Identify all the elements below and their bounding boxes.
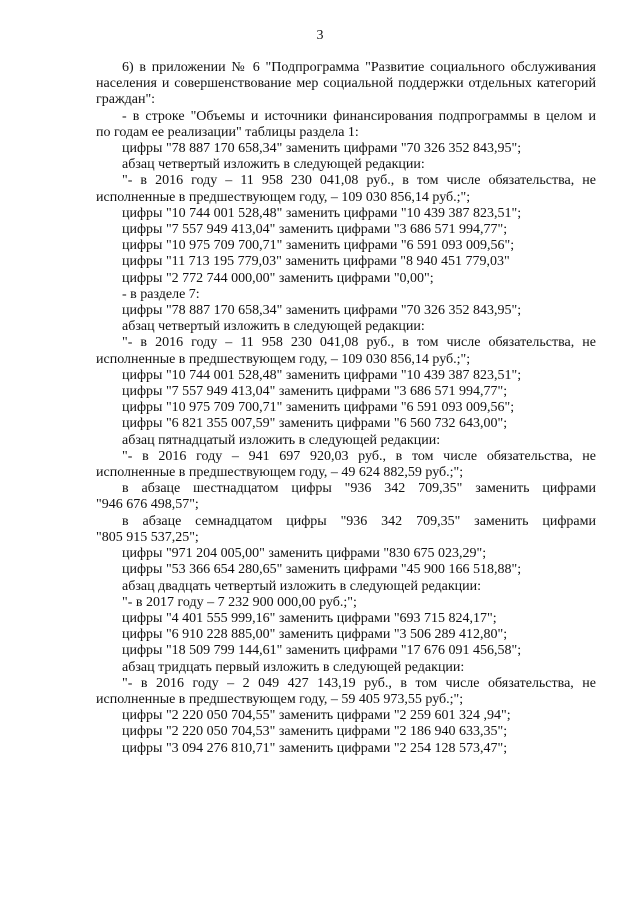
text-line: в абзаце семнадцатом цифры "936 342 709,35" заменить цифрами <box>122 513 596 529</box>
page-number: 3 <box>316 28 324 43</box>
text-line: цифры "10 744 001 528,48" заменить цифрами "10 439 387 823,51"; <box>122 367 522 383</box>
text-line: "- в 2017 году – 7 232 900 000,00 руб.;"; <box>122 594 357 610</box>
text-line: абзац четвертый изложить в следующей редакции: <box>122 157 425 173</box>
text-line: абзац двадцать четвертый изложить в следующей редакции: <box>122 578 482 594</box>
text-line: абзац четвертый изложить в следующей редакции: <box>122 319 425 335</box>
text-line: абзац пятнадцатый изложить в следующей редакции: <box>122 432 441 448</box>
text-line: - в строке "Объемы и источники финансирования подпрограммы в целом и <box>122 108 596 124</box>
text-line: исполненные в предшествующем году, – 59 405 973,55 руб.;"; <box>96 691 464 707</box>
text-line: цифры "10 744 001 528,48" заменить цифрами "10 439 387 823,51"; <box>122 205 522 221</box>
text-line: - в разделе 7: <box>122 286 200 302</box>
text-line: цифры "78 887 170 658,34" заменить цифрами "70 326 352 843,95"; <box>122 303 522 319</box>
text-line: по годам ее реализации" таблицы раздела 1: <box>96 124 359 140</box>
text-line: цифры "10 975 709 700,71" заменить цифрами "6 591 093 009,56"; <box>122 238 515 254</box>
text-line: цифры "18 509 799 144,61" заменить цифрами "17 676 091 456,58"; <box>122 643 522 659</box>
text-line: "- в 2016 году – 941 697 920,03 руб., в том числе обязательства, не <box>122 448 596 464</box>
text-line: абзац тридцать первый изложить в следующей редакции: <box>122 659 465 675</box>
text-line: "- в 2016 году – 11 958 230 041,08 руб., в том числе обязательства, не <box>122 335 596 351</box>
text-line: цифры "2 772 744 000,00" заменить цифрами "0,00"; <box>122 270 434 286</box>
text-line: цифры "7 557 949 413,04" заменить цифрами "3 686 571 994,77"; <box>122 384 508 400</box>
text-line: исполненные в предшествующем году, – 109 030 856,14 руб.;"; <box>96 351 471 367</box>
text-line: цифры "10 975 709 700,71" заменить цифрами "6 591 093 009,56"; <box>122 400 515 416</box>
text-line: цифры "53 366 654 280,65" заменить цифрами "45 900 166 518,88"; <box>122 562 522 578</box>
text-line: "946 676 498,57"; <box>96 497 199 513</box>
text-line: 6) в приложении № 6 "Подпрограмма "Развитие социального обслуживания <box>122 60 596 75</box>
document-body <box>96 60 596 757</box>
text-line: в абзаце шестнадцатом цифры "936 342 709,35" заменить цифрами <box>122 481 596 497</box>
text-line: цифры "3 094 276 810,71" заменить цифрами "2 254 128 573,47"; <box>122 740 508 756</box>
text-line: цифры "2 220 050 704,53" заменить цифрами "2 186 940 633,35"; <box>122 724 508 740</box>
text-line: граждан": <box>96 92 156 108</box>
text-line: "- в 2016 году – 11 958 230 041,08 руб., в том числе обязательства, не <box>122 173 596 189</box>
text-line: цифры "11 713 195 779,03" заменить цифрами "8 940 451 779,03" <box>122 254 510 270</box>
text-line: цифры "4 401 555 999,16" заменить цифрами "693 715 824,17"; <box>122 610 497 626</box>
text-line: цифры "971 204 005,00" заменить цифрами "830 675 023,29"; <box>122 546 487 562</box>
text-line: населения и совершенствование мер социальной поддержки отдельных категорий <box>96 76 596 92</box>
text-line: исполненные в предшествующем году, – 109 030 856,14 руб.;"; <box>96 189 471 205</box>
text-line: цифры "78 887 170 658,34" заменить цифрами "70 326 352 843,95"; <box>122 141 522 157</box>
text-line: "- в 2016 году – 2 049 427 143,19 руб., в том числе обязательства, не <box>122 675 596 691</box>
text-line: цифры "7 557 949 413,04" заменить цифрами "3 686 571 994,77"; <box>122 222 508 238</box>
text-line: цифры "2 220 050 704,55" заменить цифрами "2 259 601 324 ,94"; <box>122 708 511 724</box>
text-line: "805 915 537,25"; <box>96 529 199 545</box>
text-line: цифры "6 821 355 007,59" заменить цифрами "6 560 732 643,00"; <box>122 416 508 432</box>
text-line: исполненные в предшествующем году, – 49 624 882,59 руб.;"; <box>96 465 464 481</box>
text-line: цифры "6 910 228 885,00" заменить цифрами "3 506 289 412,80"; <box>122 627 508 643</box>
